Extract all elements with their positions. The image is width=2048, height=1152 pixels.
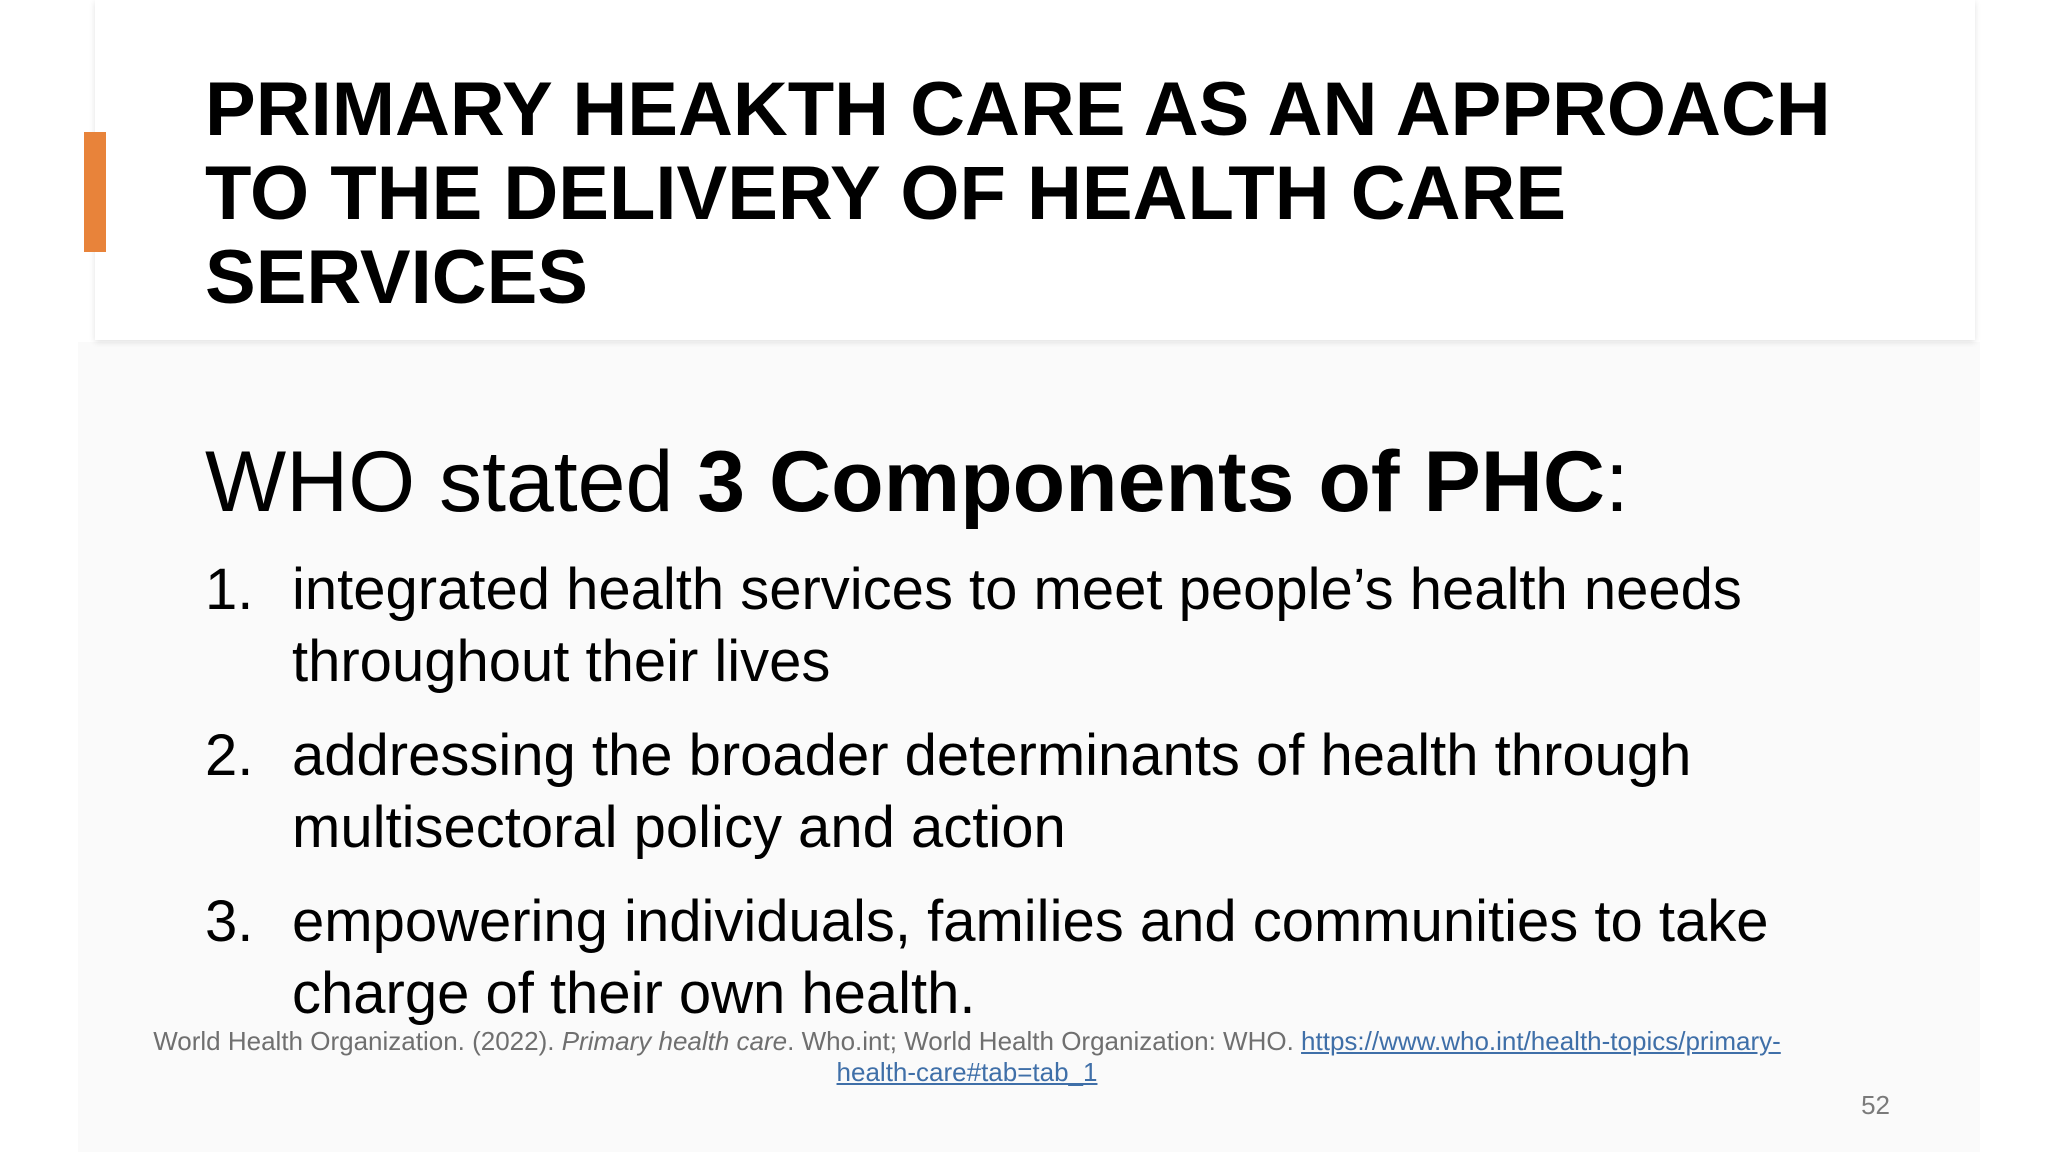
slide-title: PRIMARY HEAKTH CARE AS AN APPROACH TO THE DELIVERY OF HEALTH CARE SERVICES [205,67,1831,320]
components-list [205,554,1885,1052]
list-item [205,720,1885,864]
list-item-text: integrated health services to meet people’s health needs throughout their lives [292,557,1742,694]
page-number: 52 [1861,1090,1890,1120]
list-item [205,886,1885,1030]
citation-text: World Health Organization. (2022). [153,1026,562,1056]
heading-suffix: : [1605,434,1629,530]
citation-title: Primary health care [561,1026,788,1056]
citation [122,1026,1812,1088]
heading-bold: 3 Components of PHC [697,434,1606,530]
list-item-number: 1. [205,557,254,622]
list-item-text: empowering individuals, families and communities to take charge of their own health. [292,889,1769,1026]
section-heading [205,432,1629,532]
citation-source: . Who.int; World Health Organization: WHO. [787,1026,1302,1056]
list-item-number: 2. [205,723,254,788]
heading-prefix: WHO stated [205,434,698,530]
accent-bar [84,132,106,252]
list-item-number: 3. [205,889,254,954]
citation-link[interactable]: https://www.who.int/health-topics/primary-health-care#tab=tab_1 [836,1026,1781,1087]
list-item [205,554,1885,698]
list-item-text: addressing the broader determinants of health through multisectoral policy and action [292,723,1692,860]
